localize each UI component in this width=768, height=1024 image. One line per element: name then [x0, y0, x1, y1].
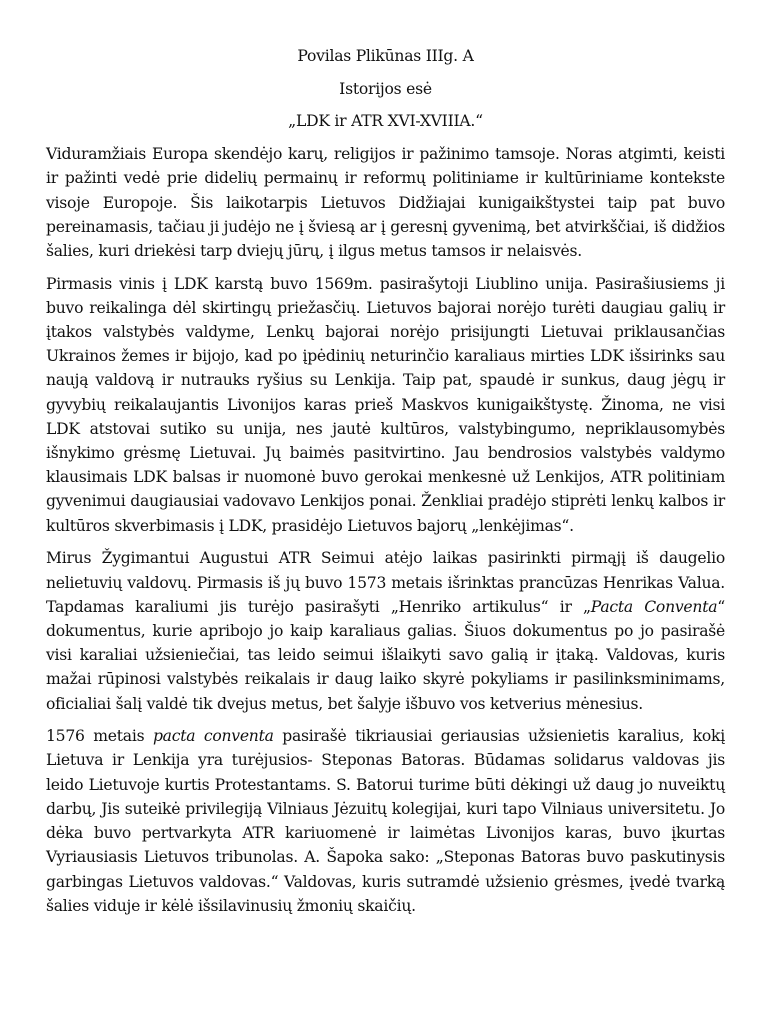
paragraph-4-text-a: 1576 metais: [46, 727, 153, 746]
paragraph-4: [46, 724, 725, 918]
paragraph-1: Viduramžiais Europa skendėjo karų, religijos ir pažinimo tamsoje. Noras atgimti, keisti ir pažinti vedė prie didelių permainų ir reformų politiniame ir kultūriniame kontekste visoje Europoje. Šis laikotarpis Lietuvos Didžiajai kunigaikštystei taip pat buvo pereinamasis, tačiau ji judėjo ne į šviesą ar į geresnį gyvenimą, bet atvirkščiai, iš didžios šalies, kuri driekėsi tarp dviejų jūrų, į ilgus metus tamsos ir nelaisvės.: [46, 145, 725, 260]
essay-title: „LDK ir ATR XVI-XVIIIA.“: [288, 112, 483, 131]
paragraph-4-text-c: pasirašė tikriausiai geriausias užsienietis karalius, kokį Lietuva ir Lenkija yra turėjusios- Steponas Batoras. Būdamas solidarus valdovas jis leido Lietuvoje kurtis Protestantams. S. Batorui turime būti dėkingi už daug jo nuveiktų darbų, Jis suteikė privilegiją Vilniaus Jėzuitų kolegijai, kuri tapo Vilniaus universitetu. Jo dėka buvo pertvarkyta ATR kariuomenė ir laimėtas Livonijos karas, buvo įkurtas Vyriausiasis Lietuvos tribunolas. A. Šapoka sako: „Steponas Batoras buvo paskutinysis garbingas Lietuvos valdovas.“ Valdovas, kuris sutramdė užsienio grėsmes, įvedė tvarką šalies viduje ir kėlė išsilavinusių žmonių skaičių.: [46, 727, 725, 915]
paragraph-4-italic: pacta conventa: [152, 727, 274, 746]
author-line: Povilas Plikūnas IIIg. A: [297, 47, 474, 65]
paragraph-3: [46, 546, 725, 715]
subject-line: Istorijos esė: [339, 79, 432, 98]
paragraph-2: Pirmasis vinis į LDK karstą buvo 1569m. pasirašytoji Liublino unija. Pasirašiusiems ji buvo reikalinga dėl skirtingų priežasčių. Lietuvos bajorai norėjo turėti daugiau galių ir įtakos valstybės valdyme, Lenkų bajorai norėjo prisijungti Lietuvai priklausančias Ukrainos žemes ir bijojo, kad po įpėdinių neturinčio karaliaus mirties LDK išsirinks sau naują valdovą ir nutrauks ryšius su Lenkija. Taip pat, spaudė ir sunkus, daug jėgų ir gyvybių reikalaujantis Livonijos karas prieš Maskvos kunigaikštystę. Žinoma, ne visi LDK atstovai sutiko su unija, nes jautė kultūros, valstybingumo, nepriklausomybės išnykimo grėsmę Lietuvai. Jų baimės pasitvirtino. Jau bendrosios valstybės valdymo klausimais LDK balsas ir nuomonė buvo gerokai menkesnė už Lenkijos, ATR politiniam gyvenimui daugiausiai vadovavo Lenkijos ponai. Ženkliai pradėjo stiprėti lenkų kalbos ir kultūros skverbimasis į LDK, prasidėjo Lietuvos bajorų „lenkėjimas“.: [46, 274, 725, 535]
document-page: [46, 44, 725, 926]
paragraph-3-text-c: “ dokumentus, kurie apribojo jo kaip karaliaus galias. Šiuos dokumentus po jo pasirašė visi karaliai užsieniečiai, tas leido seimui išlaikyti savo galią ir įtaką. Valdovas, kuris mažai rūpinosi valstybės reikalais ir daug laiko skyrė pokyliams ir pasilinksminimams, oficialiai šalį valdė tik dvejus metus, bet šalyje išbuvo vos ketverius mėnesius.: [46, 597, 725, 713]
paragraph-3-text-a: Mirus Žygimantui Augustui ATR Seimui atėjo laikas pasirinkti pirmąjį iš daugelio nelietuvių valdovų. Pirmasis iš jų buvo 1573 metais išrinktas prancūzas Henrikas Valua. Tapdamas karaliumi jis turėjo pasirašyti „Henriko artikulus“ ir „: [46, 549, 725, 616]
paragraph-3-italic: Pacta Conventa: [590, 597, 718, 616]
